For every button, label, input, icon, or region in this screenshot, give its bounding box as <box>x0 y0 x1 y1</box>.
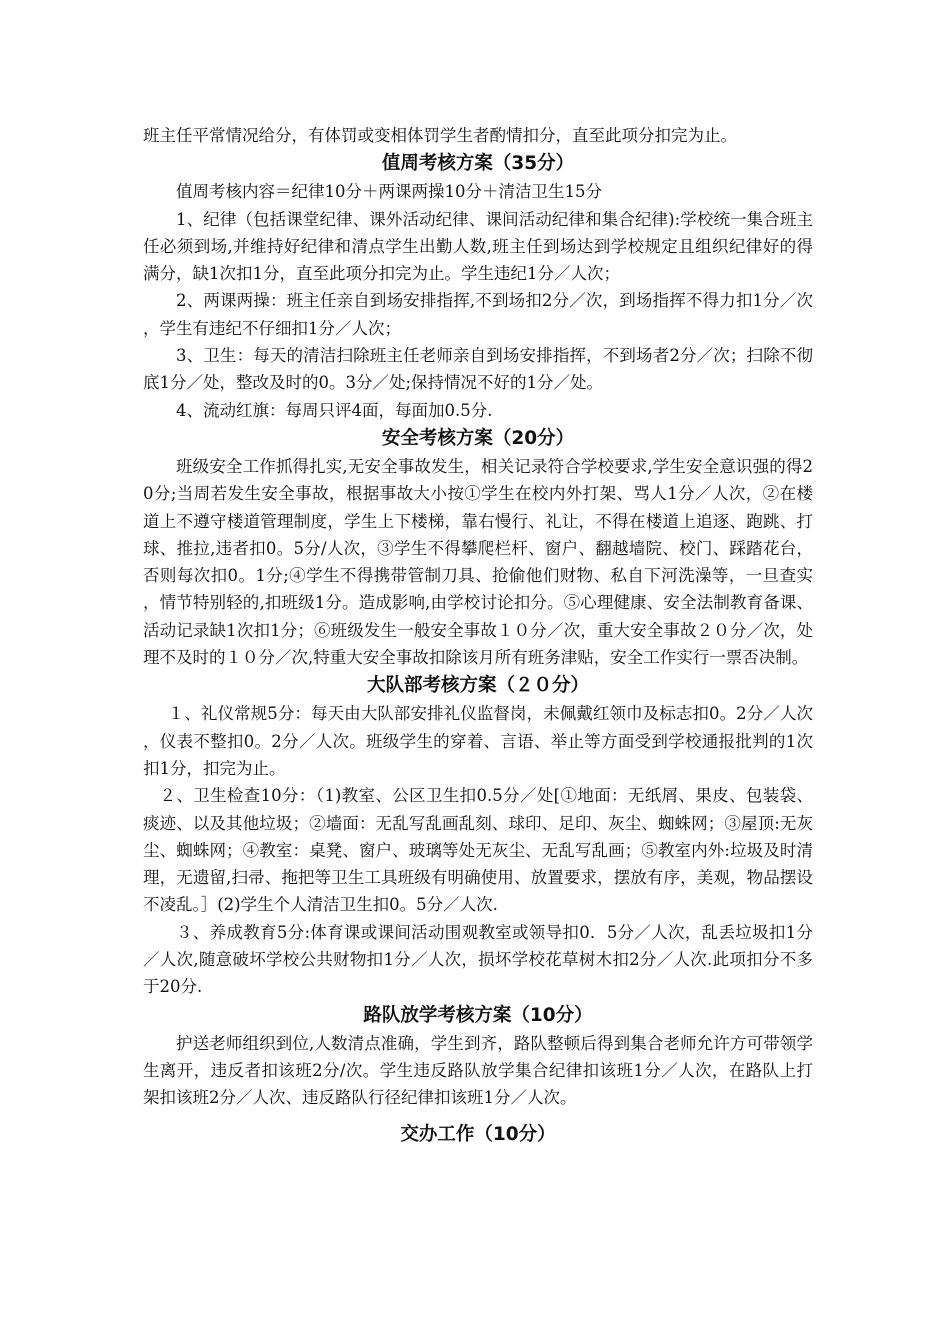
duty-summary: 值周考核内容＝纪律10分＋两课两操10分＋清洁卫生15分 <box>176 182 602 202</box>
duty-item-discipline: 1、纪律（包括课堂纪律、课外活动纪律、课间活动纪律和集合纪律):学校统一集合班主任必须到场,并维持好纪律和清点学生出勤人数,班主任到场达到学校规定且组织纪律好的得满分，缺1次扣1分，直至此项分扣完为止。学生违纪1分／人次； <box>143 209 813 284</box>
section-title-dismissal: 路队放学考核方案（10分） <box>363 1004 593 1026</box>
duty-item-exercises: 2、两课两操：班主任亲自到场安排指挥,不到场扣2分／次，到场指挥不得力扣1分／次，学生有违纪不仔细扣1分／人次； <box>143 291 813 338</box>
brigade-item-etiquette: １、礼仪常规5分：每天由大队部安排礼仪监督岗，未佩戴红领巾及标志扣0。2分／人次，仪表不整扣0。2分／人次。班级学生的穿着、言语、举止等方面受到学校通报批判的1次扣1分，扣完为止。 <box>143 704 813 778</box>
duty-item-red-flag: 4、流动红旗：每周只评4面，每面加0.5分. <box>176 400 493 420</box>
intro-paragraph: 班主任平常情况给分，有体罚或变相体罚学生者酌情扣分，直至此项分扣完为止。 <box>143 126 737 145</box>
section-title-safety: 安全考核方案（20分） <box>381 427 575 449</box>
brigade-item-habits: ３、养成教育5分:体育课或课间活动围观教室或领导扣0．5分／人次，乱丢垃圾扣1分／人次,随意破坏学校公共财物扣1分／人次，损坏学校花草树木扣2分／人次.此项扣分不多于20分. <box>143 922 813 997</box>
brigade-item-hygiene-check: ２、卫生检查10分：（1)教室、公区卫生扣0.5分／处[①地面：无纸屑、果皮、包装袋、痰迹、以及其他垃圾；②墙面：无乱写乱画乱刻、球印、足印、灰尘、蜘蛛网；③屋顶:无灰尘、蜘蛛网；④教室：桌凳、窗户、玻璃等处无灰尘、无乱写乱画；⑤教室内外:垃圾及时清理，无遗留,扫帚、拖把等卫生工具班级有明确使用、放置要求，摆放有序，美观，物品摆设不凌乱。］(2)学生个人清洁卫生扣0。5分／人次. <box>143 786 813 915</box>
section-title-assigned-work: 交办工作（10分） <box>400 1123 556 1145</box>
document-page <box>143 122 813 1149</box>
duty-item-hygiene: 3、卫生：每天的清洁扫除班主任老师亲自到场安排指挥，不到场者2分／次；扫除不彻底1分／处，整改及时的0。3分／处;保持情况不好的1分／处。 <box>143 346 813 393</box>
dismissal-paragraph: 护送老师组织到位,人数清点准确，学生到齐，路队整顿后得到集合老师允许方可带领学生离开，违反者扣该班2分/次。学生违反路队放学集合纪律扣该班1分／人次，在路队上打架扣该班2分／人次、违反路队行径纪律扣该班1分／人次。 <box>143 1033 813 1108</box>
safety-paragraph: 班级安全工作抓得扎实,无安全事故发生，相关记录符合学校要求,学生安全意识强的得20分;当周若发生安全事故，根据事故大小按①学生在校内外打架、骂人1分／人次，②在楼道上不遵守楼道管理制度，学生上下楼梯，靠右慢行、礼让，不得在楼道上追逐、跑跳、打球、推拉,违者扣0。5分/人次，③学生不得攀爬栏杆、窗户、翻越墙院、校门、踩踏花台，否则每次扣0。1分;④学生不得携带管制刀具、抢偷他们财物、私自下河洗澡等，一旦查实，情节特别轻的,扣班级1分。造成影响,由学校讨论扣分。⑤心理健康、安全法制教育备课、活动记录缺1次扣1分；⑥班级发生一般安全事故１０分／次，重大安全事故２０分／次，处理不及时的１０分／次,特重大安全事故扣除该月所有班务津贴，安全工作实行一票否决制。 <box>143 456 813 668</box>
section-title-brigade: 大队部考核方案（２０分） <box>366 675 589 697</box>
section-title-duty: 值周考核方案（35分） <box>381 153 575 175</box>
